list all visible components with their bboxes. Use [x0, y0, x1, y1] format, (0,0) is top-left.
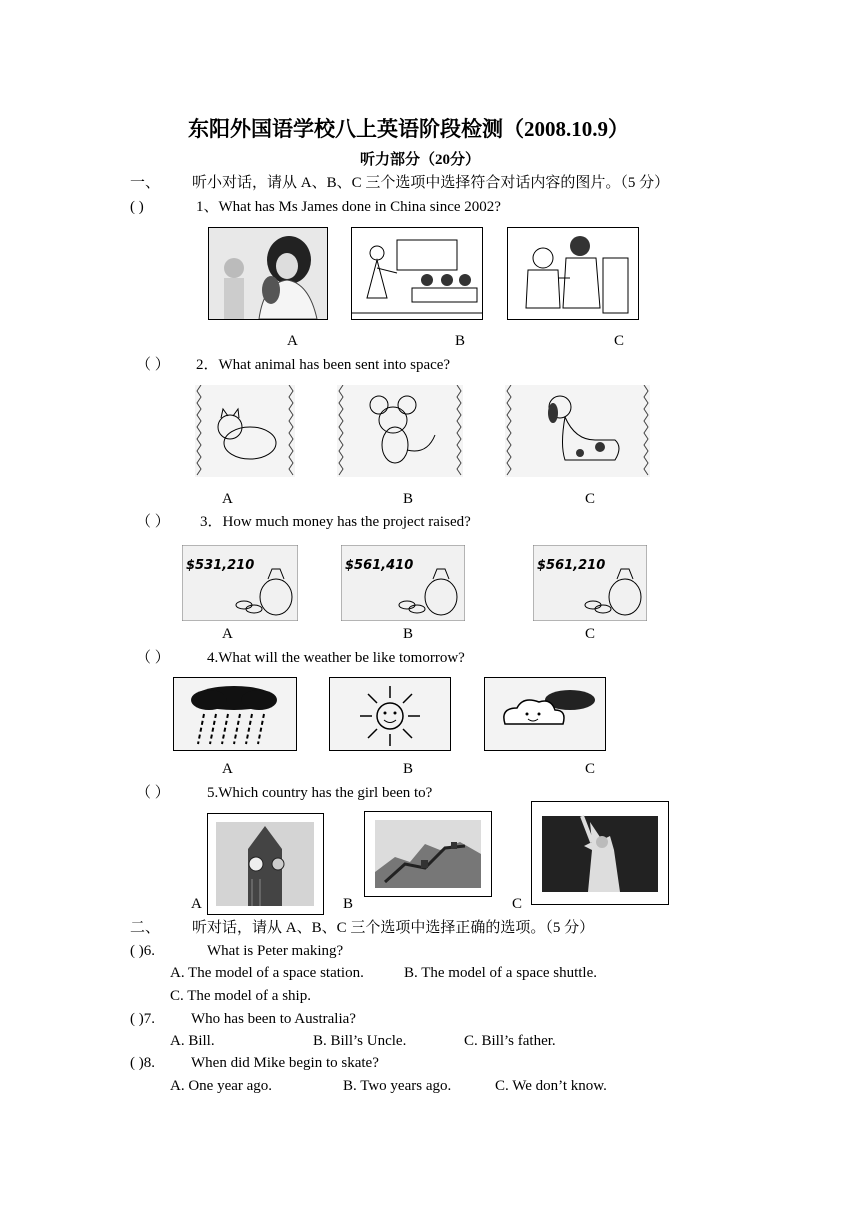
- q1-label-b: B: [455, 333, 466, 349]
- section1-number: 一、: [130, 175, 161, 191]
- q7-text: Who has been to Australia?: [191, 1011, 356, 1027]
- q8-option-c: C. We don’t know.: [495, 1078, 607, 1094]
- q1-image-a: [208, 227, 328, 320]
- q3-image-c: [533, 545, 647, 621]
- q4-blank: （ ）: [136, 650, 170, 666]
- q2-image-c: [505, 385, 650, 477]
- q3-label-b: B: [403, 626, 414, 642]
- q8-option-b: B. Two years ago.: [343, 1078, 452, 1094]
- q3-text: 3．How much money has the project raised?: [200, 514, 471, 530]
- section2-number: 二、: [130, 920, 161, 936]
- q4-label-a: A: [222, 761, 233, 777]
- q6-option-c: C. The model of a ship.: [170, 988, 311, 1004]
- q5-label-b: B: [343, 896, 354, 912]
- q7-option-b: B. Bill’s Uncle.: [313, 1033, 407, 1049]
- q2-label-b: B: [403, 491, 414, 507]
- page-subtitle: 听力部分（20分）: [360, 152, 481, 168]
- q3-blank: （ ）: [136, 514, 170, 530]
- q8-text: When did Mike begin to skate?: [191, 1055, 379, 1071]
- q6-option-a: A. The model of a space station.: [170, 965, 364, 981]
- section2-instruction: 听对话，请从 A、B、C 三个选项中选择正确的选项。（5 分）: [192, 920, 595, 936]
- q5-image-c: [531, 801, 669, 905]
- q2-image-a: [195, 385, 295, 477]
- q4-image-a: [173, 677, 297, 751]
- q5-label-a: A: [191, 896, 202, 912]
- q5-image-b: [364, 811, 492, 897]
- q4-image-b: [329, 677, 451, 751]
- q5-label-c: C: [512, 896, 523, 912]
- section1-instruction: 听小对话，请从 A、B、C 三个选项中选择符合对话内容的图片。（5 分）: [192, 175, 670, 191]
- page-title: 东阳外国语学校八上英语阶段检测（2008.10.9）: [188, 117, 629, 141]
- q1-label-a: A: [287, 333, 298, 349]
- q4-text: 4.What will the weather be like tomorrow?: [207, 650, 465, 666]
- q7-option-a: A. Bill.: [170, 1033, 215, 1049]
- q3-label-a: A: [222, 626, 233, 642]
- q4-label-c: C: [585, 761, 596, 777]
- q7-option-c: C. Bill’s father.: [464, 1033, 556, 1049]
- q6-blank: ( )6.: [130, 943, 155, 959]
- q4-image-c: [484, 677, 606, 751]
- q2-label-a: A: [222, 491, 233, 507]
- q1-text: 1、What has Ms James done in China since 2002?: [196, 199, 501, 215]
- q1-image-b: [351, 227, 483, 320]
- q5-text: 5.Which country has the girl been to?: [207, 785, 433, 801]
- q2-blank: （ ）: [136, 357, 170, 373]
- q3-image-b: [341, 545, 465, 621]
- q7-blank: ( )7.: [130, 1011, 155, 1027]
- q3-money-a: $531,210: [186, 558, 255, 573]
- q8-option-a: A. One year ago.: [170, 1078, 273, 1094]
- q8-blank: ( )8.: [130, 1055, 155, 1071]
- q2-text: 2．What animal has been sent into space?: [196, 357, 451, 373]
- q3-money-b: $561,410: [345, 558, 414, 573]
- q3-label-c: C: [585, 626, 596, 642]
- q6-text: What is Peter making?: [207, 943, 344, 959]
- q5-blank: （ ）: [136, 785, 170, 801]
- q4-label-b: B: [403, 761, 414, 777]
- q2-image-b: [337, 385, 463, 477]
- q3-image-a: [182, 545, 298, 621]
- q1-blank: ( ): [130, 199, 144, 215]
- q1-image-c: [507, 227, 639, 320]
- q2-label-c: C: [585, 491, 596, 507]
- q1-label-c: C: [614, 333, 625, 349]
- q3-money-c: $561,210: [537, 558, 606, 573]
- q6-option-b: B. The model of a space shuttle.: [404, 965, 598, 981]
- q5-image-a: [207, 813, 324, 915]
